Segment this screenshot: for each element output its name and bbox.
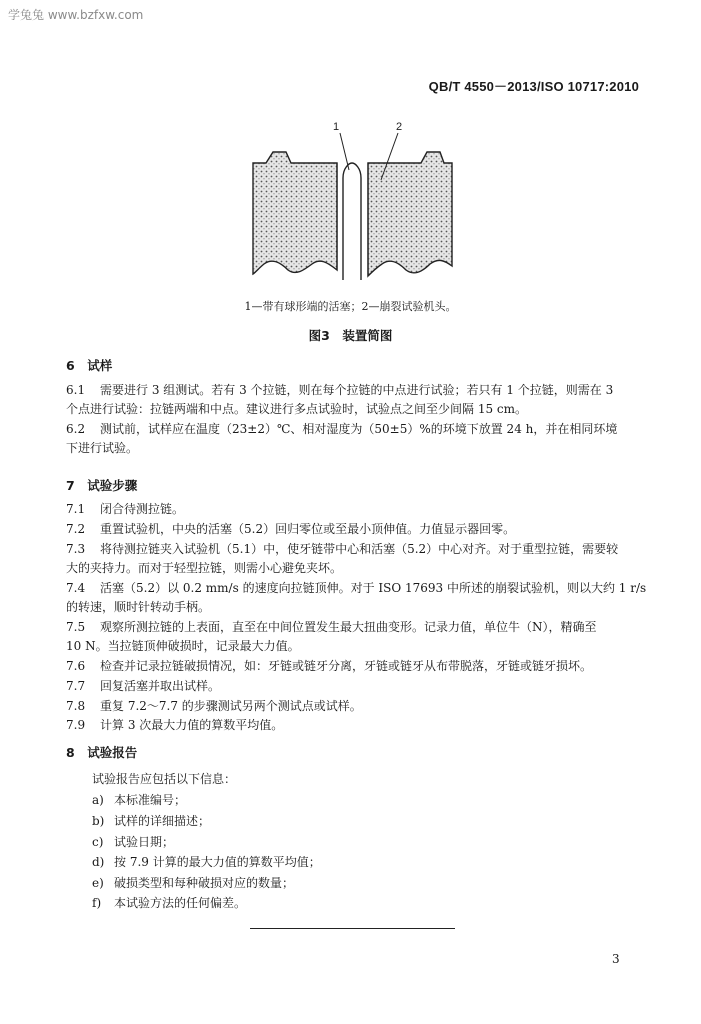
right-clamp-block — [368, 152, 452, 276]
list-text: 本标准编号； — [114, 793, 187, 807]
step-text: 重复 7.2～7.7 的步骤测试另两个测试点或试样。 — [100, 699, 362, 713]
list-marker: e) — [92, 876, 104, 890]
section-6-heading: 6 试样 — [66, 358, 113, 373]
list-marker: b) — [92, 814, 105, 828]
step-7-3-cont: 大的夹持力。而对于轻型拉链，则需小心避免夹坏。 — [66, 561, 343, 575]
para-6-2 — [66, 420, 617, 439]
step-7-9 — [66, 716, 283, 735]
apparatus-diagram — [0, 0, 701, 300]
para-text: 测试前，试样应在温度（23±2）℃、相对湿度为（50±5）%的环境下放置 24 h，并在相同环境 — [100, 422, 618, 436]
list-text: 本试验方法的任何偏差。 — [114, 896, 247, 910]
para-6-1-cont: 个点进行试验：拉链两端和中点。建议进行多点试验时，试验点之间至少间隔 15 cm。 — [66, 402, 528, 416]
step-7-6 — [66, 657, 592, 676]
list-marker: c) — [92, 835, 104, 849]
report-item-c — [92, 833, 174, 852]
list-text: 试验日期； — [114, 835, 175, 849]
step-text: 观察所测拉链的上表面，直至在中间位置发生最大扭曲变形。记录力值，单位牛（N），精确至 — [100, 620, 597, 634]
list-text: 试样的详细描述； — [114, 814, 211, 828]
step-text: 回复活塞并取出试样。 — [100, 679, 221, 693]
report-intro: 试验报告应包括以下信息： — [92, 772, 237, 786]
step-text: 活塞（5.2）以 0.2 mm/s 的速度向拉链顶伸。对于 ISO 17693 中所述的崩裂试验机，则以大约 1 r/s — [100, 581, 647, 595]
standard-number: QB/T 4550－2013/ISO 10717:2010 — [428, 79, 639, 94]
list-text: 破损类型和每种破损对应的数量； — [114, 876, 295, 890]
step-number: 7.4 — [66, 581, 86, 595]
list-marker: a) — [92, 793, 104, 807]
step-7-2 — [66, 520, 515, 539]
step-number: 7.7 — [66, 679, 86, 693]
step-7-5-cont: 10 N。当拉链顶伸破损时，记录最大力值。 — [66, 639, 300, 653]
figure-title: 图3 装置简图 — [308, 328, 393, 343]
step-7-5 — [66, 618, 597, 637]
leader-line-1 — [340, 133, 349, 170]
step-7-3 — [66, 540, 618, 559]
para-text: 需要进行 3 组测试。若有 3 个拉链，则在每个拉链的中点进行试验；若只有 1 个拉链，则需在 3 — [100, 383, 614, 397]
section-7-heading: 7 试验步骤 — [66, 478, 138, 493]
para-6-2-cont: 下进行试验。 — [66, 441, 139, 455]
figure-label-2: 2 — [396, 121, 403, 133]
figure-note: 1—带有球形端的活塞；2—崩裂试验机头。 — [244, 300, 457, 313]
step-text: 将待测拉链夹入试验机（5.1）中，使牙链带中心和活塞（5.2）中心对齐。对于重型拉链，需要较 — [100, 542, 619, 556]
step-text: 计算 3 次最大力值的算数平均值。 — [100, 718, 284, 732]
step-7-1 — [66, 500, 184, 519]
list-text: 按 7.9 计算的最大力值的算数平均值； — [114, 855, 321, 869]
step-number: 7.2 — [66, 522, 86, 536]
step-7-4-cont: 的转速，顺时针转动手柄。 — [66, 600, 211, 614]
step-text: 闭合待测拉链。 — [100, 502, 185, 516]
para-number: 6.1 — [66, 383, 86, 397]
report-item-f — [92, 894, 246, 913]
step-7-7 — [66, 677, 220, 696]
report-item-b — [92, 812, 210, 831]
step-7-8 — [66, 697, 362, 716]
report-item-d — [92, 853, 321, 872]
para-6-1 — [66, 381, 613, 400]
list-marker: d) — [92, 855, 105, 869]
left-clamp-block — [253, 152, 337, 274]
step-number: 7.9 — [66, 718, 86, 732]
piston — [343, 163, 361, 280]
step-number: 7.3 — [66, 542, 86, 556]
para-number: 6.2 — [66, 422, 86, 436]
watermark: 学兔兔 www.bzfxw.com — [8, 8, 144, 22]
page-number: 3 — [612, 952, 620, 966]
figure-label-1: 1 — [333, 121, 340, 133]
step-7-4 — [66, 579, 646, 598]
list-marker: f) — [92, 896, 102, 910]
step-text: 检查并记录拉链破损情况，如：牙链或链牙分离，牙链或链牙从布带脱落，牙链或链牙损坏。 — [100, 659, 593, 673]
end-rule — [250, 928, 455, 929]
step-number: 7.8 — [66, 699, 86, 713]
step-text: 重置试验机，中央的活塞（5.2）回归零位或至最小顶伸值。力值显示器回零。 — [100, 522, 516, 536]
step-number: 7.5 — [66, 620, 86, 634]
section-8-heading: 8 试验报告 — [66, 745, 138, 760]
step-number: 7.6 — [66, 659, 86, 673]
step-number: 7.1 — [66, 502, 86, 516]
report-item-e — [92, 874, 294, 893]
report-item-a — [92, 791, 186, 810]
